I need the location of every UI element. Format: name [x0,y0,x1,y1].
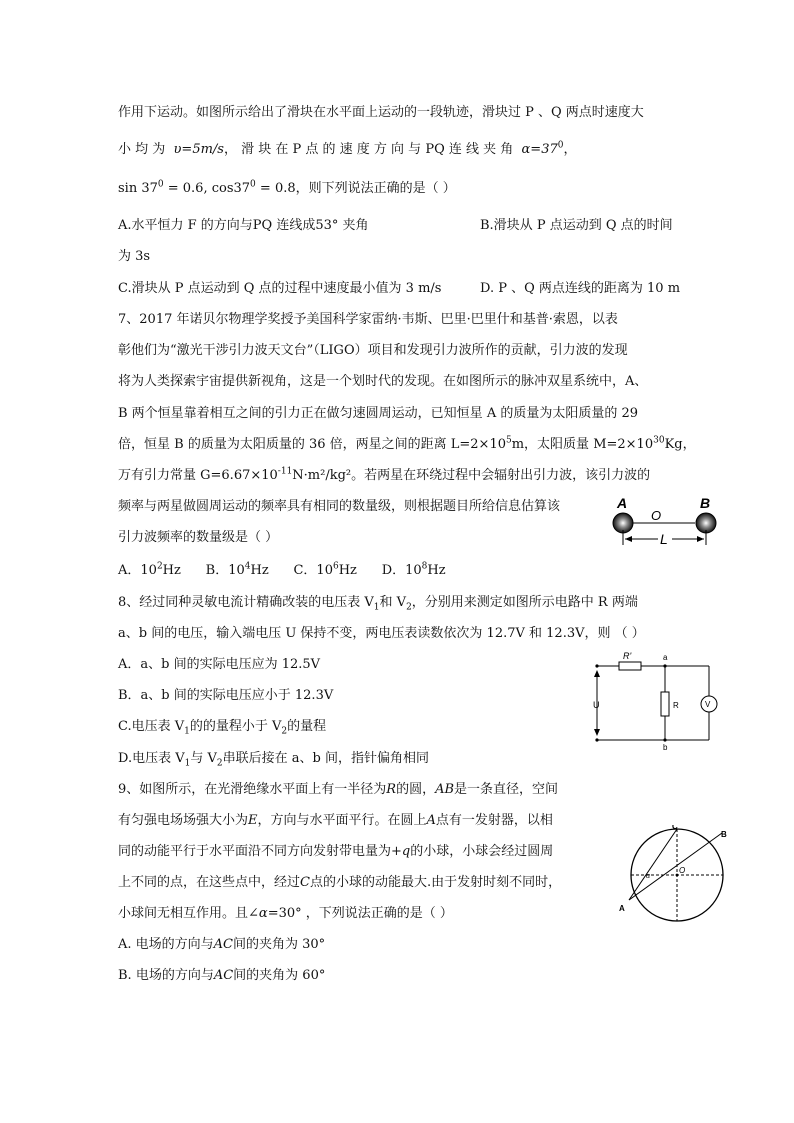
terminal-top [595,664,598,667]
label-alpha: α [646,873,650,880]
q9-stem-line-4: 上不同的点，在这些点中，经过C点的小球的动能最大.由于发射时刻不同时， [118,875,562,890]
node-a [663,664,666,667]
q6-option-b-continued: 为 3s [118,249,151,264]
u-arrow-up [594,670,600,677]
q9-option-b: B. 电场的方向与AC间的夹角为 60° [118,968,326,983]
q7-option-b: B．$10^4Hz$ [205,561,269,578]
resistor-r [661,692,669,716]
label-c: C [672,825,678,831]
distance-l-label: L [660,531,668,547]
q8-option-d: D.电压表 $V_1$与 $V_2$串联后接在 a、b 间，指针偏角相同 [118,751,429,769]
label-v: V [705,700,711,709]
diameter-ab [629,833,722,900]
l-arrow-right [697,536,704,542]
label-b: b [663,743,668,752]
q6-option-a: A.水平恒力 F 的方向与PQ 连线成53° 夹角 [118,218,369,233]
resistor-r-prime [619,662,641,670]
circle-field-figure [615,825,740,925]
terminal-bottom [595,738,598,741]
u-arrow-down [594,729,600,736]
q7-stem-line-7: 频率与两星做圆周运动的频率具有相同的数量级，则根据题目所给信息估算该 [118,499,561,514]
q9-stem-line-3: 同的动能平行于水平面沿不同方向发射带电量为+q的小球，小球会经过圆周 [118,844,554,859]
l-arrow-left [625,536,632,542]
binary-star-figure [605,492,725,552]
q7-stem-line-6: 万有引力常量 $G=6.67\times 10^{-11}N\cdot m^2$/kg²。若两星在环绕过程中会辐射出引力波，该引力波的 [118,466,651,483]
q6-option-c: C.滑块从 P 点运动到 Q 点的过程中速度最小值为 3 m/s [118,281,442,296]
q6-stem-line-2: 小 均 为 υ=5m/s， 滑 块 在 P 点 的 速 度 方 向 与 PQ 连 线 夹 角 $\alpha=37^0$， [118,140,577,157]
q6-option-b: B.滑块从 P 点运动到 Q 点的时间 [480,218,673,233]
label-a: A [619,904,625,913]
q9-option-a: A. 电场的方向与AC间的夹角为 30° [118,937,326,952]
q6-option-d: D. P 、Q 两点连线的距离为 10 m [480,281,681,296]
label-b: B [721,830,727,839]
q8-option-a: A．a、b 间的实际电压应为 12.5V [118,657,321,672]
q7-stem-line-5: 倍，恒星 B 的质量为太阳质量的 36 倍，两星之间的距离 $L=2\times 10^5m$，太阳质量 $M=2\times 10^{30}Kg$， [118,435,696,452]
q7-option-c: C．$10^6Hz$ [293,561,357,578]
q7-stem-line-1: 7、2017 年诺贝尔物理学奖授予美国科学家雷纳·韦斯、巴里·巴里什和基普·索恩，以表 [118,312,618,327]
chord-ac [629,829,677,900]
node-b [663,738,666,741]
label-r: R [673,701,679,710]
q6-stem-line-3: $\sin 37^0 = 0.6$, $\cos 37^0 = 0.8$，则下列说法正确的是（ ） [118,179,456,196]
label-r-prime: R' [623,651,632,661]
q7-options [118,561,446,581]
q7-stem-line-4: B 两个恒星靠着相互之间的引力正在做匀速圆周运动，已知恒星 A 的质量为太阳质量的 29 [118,406,639,421]
star-a-label: A [617,495,628,511]
q7-stem-line-8: 引力波频率的数量级是（ ） [118,530,279,545]
q9-stem-line-2: 有匀强电场场强大小为E，方向与水平面平行。在圆上A点有一发射器，以相 [118,813,553,828]
circuit-figure [585,648,720,753]
q7-option-a: A．$10^2Hz$ [118,561,181,578]
center-point [676,874,679,877]
q8-option-b: B．a、b 间的实际电压应小于 12.3V [118,688,334,703]
q8-stem-line-1: 8、经过同种灵敏电流计精确改装的电压表 $V_1$和 $V_2$，分别用来测定如图所示电路中 R 两端 [118,595,638,613]
q9-stem-line-1: 9、如图所示，在光滑绝缘水平面上有一半径为R的圆，AB是一条直径，空间 [118,782,559,797]
q9-stem-line-5: 小球间无相互作用。且∠α=30° ，下列说法正确的是（ ） [118,906,453,921]
q6-stem-line-1: 作用下运动。如图所示给出了滑块在水平面上运动的一段轨迹，滑块过 P 、Q 两点时速度大 [118,105,644,120]
star-b-label: B [700,495,711,511]
q8-stem-line-2: a、b 间的电压，输入端电压 U 保持不变，两电压表读数依次为 12.7V 和 12.3V，则 （ ） [118,626,645,641]
q7-option-d: D．$10^8Hz$ [381,561,446,578]
label-a: a [663,653,668,662]
q7-stem-line-3: 将为人类探索宇宙提供新视角，这是一个划时代的发现。在如图所示的脉冲双星系统中，A、 [118,374,648,389]
center-o-label: O [651,508,662,523]
label-u: U [593,700,600,710]
q7-stem-line-2: 彰他们为“激光干涉引力波天文台”（LIGO）项目和发现引力波所作的贡献，引力波的发现 [118,343,628,358]
label-o: O [679,866,686,875]
q8-option-c: C.电压表 $V_1$的的量程小于 $V_2$的量程 [118,719,327,737]
